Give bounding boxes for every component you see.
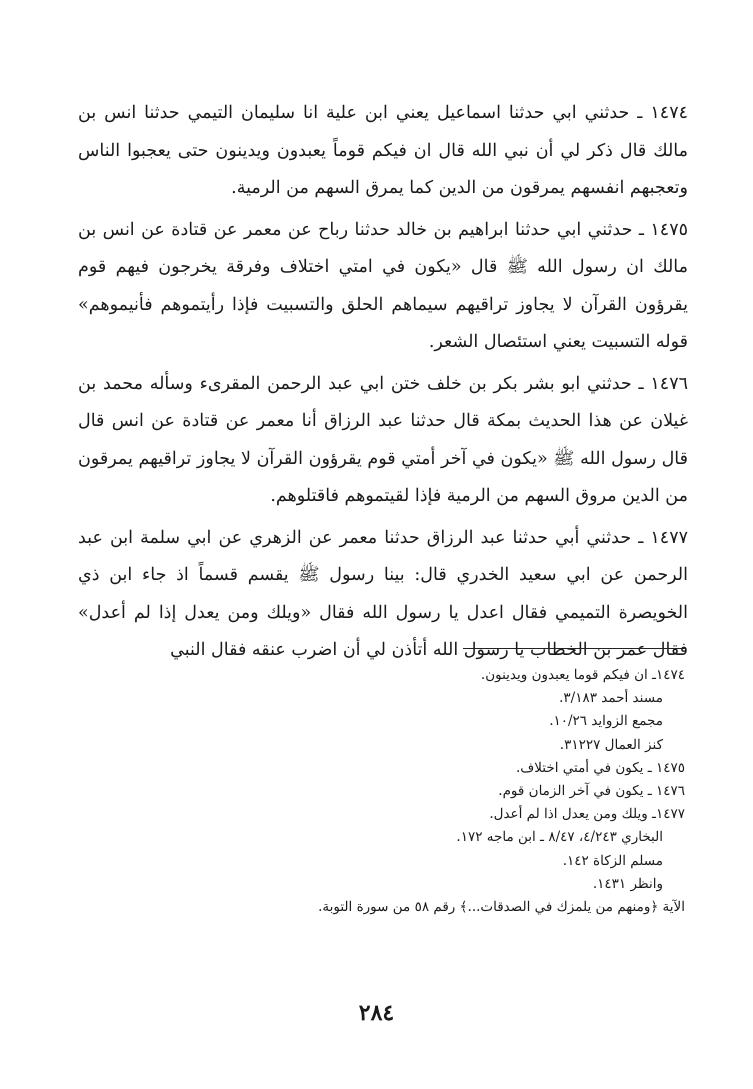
- hadith-paragraph-1475: ١٤٧٥ ـ حدثني ابي حدثنا ابراهيم بن خالد حدثنا رباح عن معمر عن قتادة عن انس بن مالك ان رسول الله ﷺ قال «يكون في امتي اختلاف وفرقة يخرجون فيهم قوم يقرؤون القرآن لا يجاوز تراقيهم سيماهم الحلق والتسبيت فإذا رأيتموهم فأنيموهم» قوله التسبيت يعني استئصال الشعر.: [78, 219, 688, 352]
- footnote-divider: [463, 648, 685, 649]
- footnote-1474-ref-majma: مجمع الزوايد ١٠/٢٦.: [549, 713, 663, 730]
- main-text: [78, 95, 688, 674]
- footnote-1475-title: ١٤٧٥ ـ يكون في أمتي اختلاف.: [515, 759, 685, 776]
- footnote-1477-ref-see: وانظر ١٤٣١.: [592, 875, 663, 892]
- page-number: ٢٨٤: [358, 1000, 395, 1026]
- hadith-paragraph-1474: ١٤٧٤ ـ حدثني ابي حدثنا اسماعيل يعني ابن علية انا سليمان التيمي حدثنا انس بن مالك قال ذكر لي أن نبي الله قال ان فيكم قوماً يعبدون ويدينون حتى يعجبوا الناس وتعجبهم انفسهم يمرقون من الدين كما يمرق السهم من الرمية.: [78, 103, 688, 198]
- footnote-1474-ref-kanz: كنز العمال ٣١٢٢٧.: [559, 736, 663, 753]
- hadith-paragraph-1477: ١٤٧٧ ـ حدثني أبي حدثنا عبد الرزاق حدثنا معمر عن الزهري عن ابي سلمة ابن عبد الرحمن عن ابي سعيد الخدري قال: بينا رسول ﷺ يقسم قسماً اذ جاء ابن ذي الخويصرة التميمي فقال اعدل يا رسول الله فقال «ويلك ومن يعدل إذا لم أعدل» فقال عمر بن الخطاب يا رسول الله أتأذن لي أن اضرب عنقه فقال النبي: [78, 527, 688, 660]
- footnote-1476-title: ١٤٧٦ ـ يكون في آخر الزمان قوم.: [498, 783, 685, 800]
- footnote-quran-verse: الآية ﴿ومنهم من يلمزك في الصدقات...﴾ رقم ٥٨ من سورة التوبة.: [318, 899, 685, 916]
- footnote-1477-ref-muslim: مسلم الزكاة ١٤٢.: [562, 852, 663, 869]
- footnote-1477-title: ١٤٧٧ـ ويلك ومن يعدل اذا لم أعدل.: [489, 806, 685, 823]
- footnotes: [85, 664, 685, 919]
- footnote-1474-ref-musnad: مسند أحمد ٣/١٨٣.: [559, 690, 663, 707]
- footnote-1477-ref-bukhari: البخاري ٤/٢٤٣، ٨/٤٧ ـ ابن ماجه ١٧٢.: [456, 829, 663, 846]
- footnote-1474-title: ١٤٧٤ـ ان فيكم قوما يعبدون ويدينون.: [480, 667, 685, 683]
- hadith-paragraph-1476: ١٤٧٦ ـ حدثني ابو بشر بكر بن خلف ختن ابي عبد الرحمن المقرىء وسأله محمد بن غيلان عن هذا الحديث بمكة قال حدثنا عبد الرزاق أنا معمر عن قتادة عن انس قال قال رسول الله ﷺ «يكون في آخر أمتي قوم يقرؤون القرآن لا يجاوز تراقيهم يمرقون من الدين مروق السهم من الرمية فإذا لقيتموهم فاقتلوهم.: [78, 373, 688, 506]
